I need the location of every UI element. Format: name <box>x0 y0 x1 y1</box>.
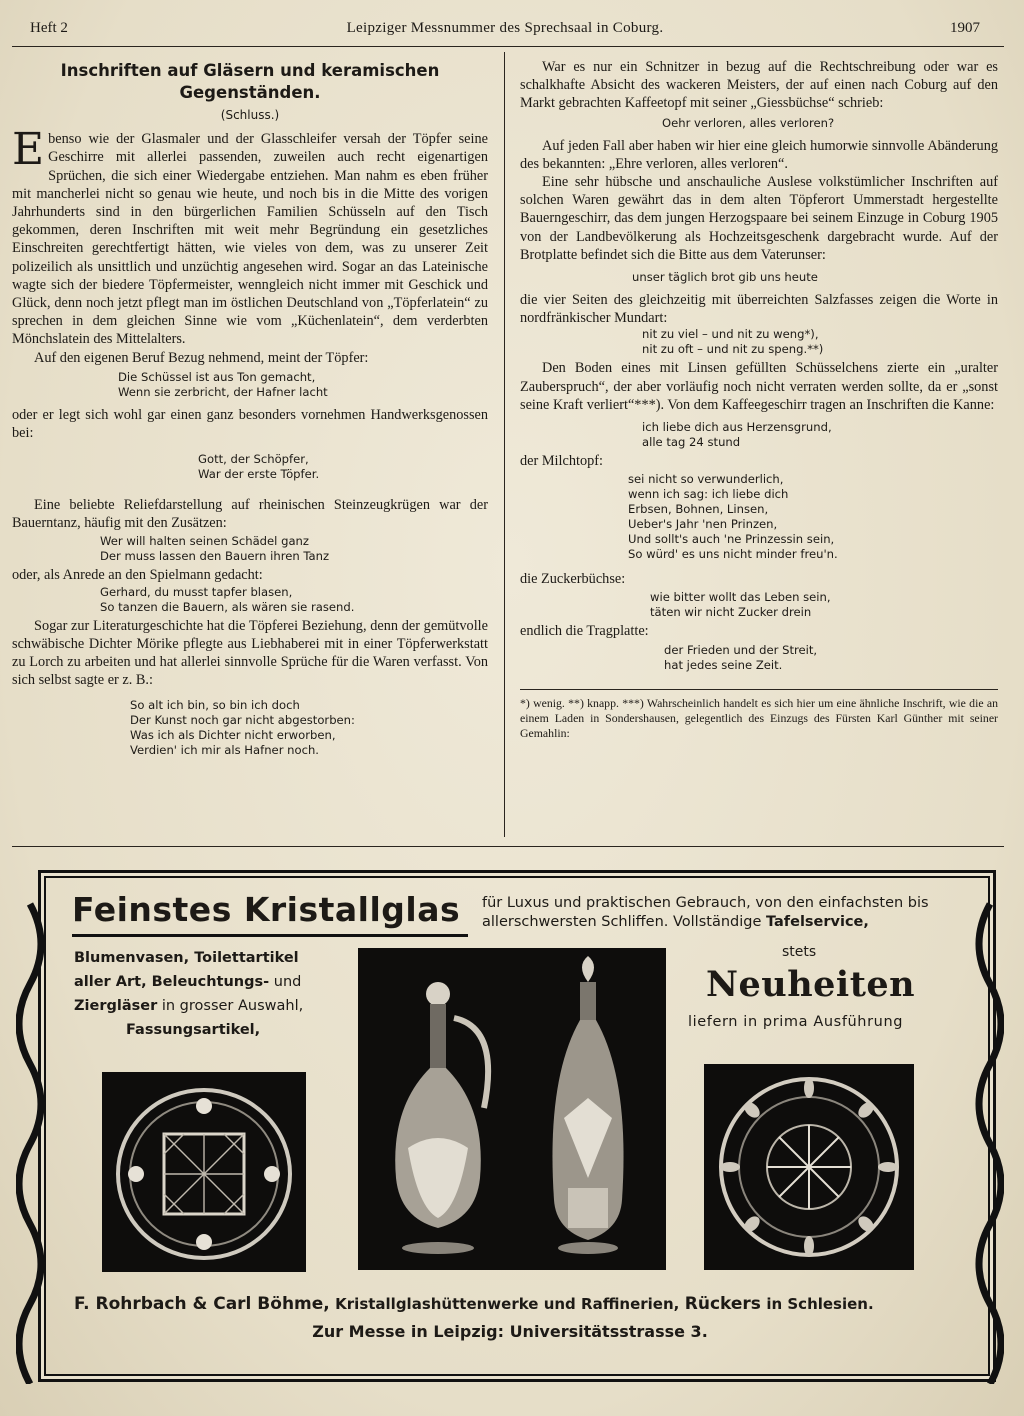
product-line: Blumenvasen, Toilettartikel <box>74 950 299 966</box>
drop-cap: E <box>12 124 45 176</box>
verse-line: nit zu oft – und nit zu speng.**) <box>642 342 824 357</box>
ad-top-right-text <box>482 894 952 932</box>
verse <box>642 420 998 450</box>
verse <box>118 370 488 400</box>
verse <box>100 585 488 615</box>
verse-line: ich liebe dich aus Herzensgrund, <box>642 420 832 435</box>
ad-product-list <box>74 946 362 1042</box>
paragraph: oder er legt sich wohl gar einen ganz besonders vornehmen Handwerksgenossen bei: <box>12 406 488 442</box>
verse-line: hat jedes seine Zeit. <box>664 657 783 672</box>
title-line-2: Gegenständen. <box>179 83 321 102</box>
publication-title: Leipziger Messnummer des Sprechsaal in Coburg. <box>346 20 664 36</box>
paragraph: Sogar zur Literaturgeschichte hat die Töpferei Beziehung, denn der gemütvolle schwäbische Dichter Mörike pflegte aus Liebhaberei mit in einer Töpferwerkstatt zu Lorch zu arbeiten und hat allerlei sinnvolle Sprüche für die Waren verfasst. Von sich selbst sagte er z. B.: <box>12 617 488 689</box>
verse-line: wie bitter wollt das Leben sein, <box>650 590 831 605</box>
header-rule <box>12 46 1004 47</box>
title-line-1: Inschriften auf Gläsern und keramischen <box>60 61 440 80</box>
paragraph: die Zuckerbüchse: <box>520 571 626 588</box>
ad-neuheiten: Neuheiten <box>706 964 916 1005</box>
ad-text-bold: Tafelservice, <box>766 914 869 930</box>
decanters-photo <box>358 948 666 1270</box>
article-subtitle: (Schluss.) <box>220 108 280 122</box>
verse-line: Der Kunst noch gar nicht abgestorben: <box>130 712 355 727</box>
paragraph: Auf jeden Fall aber haben wir hier eine gleich humorwie sinnvolle Abänderung des bekannten: „Ehre verloren, alles verloren“. <box>520 137 998 172</box>
firm-name: F. Rohrbach & Carl Böhme, <box>74 1294 330 1314</box>
paragraph: Den Boden eines mit Linsen gefüllten Schüsselchens zierte ein „uralter Zauberspruch“, der aber vorläufig noch nicht verraten werden sollte, da er „sonst seine Kraft verliert“***). Von dem Kaffeegeschirr tragen an Inschriften die Kanne: <box>520 360 998 413</box>
right-column <box>520 58 998 741</box>
verse <box>642 327 998 357</box>
paragraph: Auf den eigenen Beruf Bezug nehmend, meint der Töpfer: <box>34 349 369 366</box>
verse-line: täten wir nicht Zucker drein <box>650 605 812 620</box>
verse <box>662 116 998 131</box>
ad-liefern: liefern in prima Ausführung <box>688 1014 904 1030</box>
firm-region: in Schlesien. <box>766 1295 874 1313</box>
paragraph-text: benso wie der Glasmaler und der Glasschleifer versah der Töpfer seine Geschirre mit allerlei passenden, zuweilen auch recht eigenartigen Sprüchen, die sich einer Wiedergabe entziehen. Man nahm es eben früher mit mancherlei nicht so genau wie heute, und noch bis in die Mitte des vorigen Jahrhunderts sind in den bürgerlichen Familien Schüsseln auf den Tisch gekommen, deren Inschriften mit weit mehr Begründung ein gesetzliches Einschreiten gerechtfertigt hätten, wie vieles von dem, was zu unserer Zeit polizeilich als unsittlich und unzüchtig angesehen wird. Sogar an das Lateinische wagte sich der biedere Töpfermeister, wenngleich nicht immer mit Geschick und Glück, denn noch jetzt pflegt man im östlichen Deutschland von „Töpferlatein“ zu sprechen in dem gleichen Sinne wie vom „Küchenlatein“, dem verderbten Mönchslatein des Mittelalters. <box>12 131 488 348</box>
product-line: aller Art, Beleuchtungs- <box>74 974 270 990</box>
verse-line: Die Schüssel ist aus Ton gemacht, <box>118 369 316 384</box>
cut-glass-bowl-icon <box>102 1072 306 1272</box>
verse-line: Ueber's Jahr 'nen Prinzen, <box>628 517 778 532</box>
verse-line: wenn ich sag: ich liebe dich <box>628 487 789 502</box>
paragraph: der Milchtopf: <box>520 453 603 470</box>
page-header <box>30 20 980 46</box>
issue-number: Heft 2 <box>30 20 68 36</box>
paragraph: oder, als Anrede an den Spielmann gedacht: <box>12 566 263 583</box>
verse-line: War der erste Töpfer. <box>198 467 320 482</box>
headline-underline <box>72 934 468 937</box>
verse-line: Erbsen, Bohnen, Linsen, <box>628 502 769 517</box>
verse-line: Gerhard, du musst tapfer blasen, <box>100 584 293 599</box>
left-column <box>12 58 488 764</box>
paragraph: War es nur ein Schnitzer in bezug auf die Rechtschreibung oder war es schalkhafte Absicht des wackeren Meisters, der auf einen nach Coburg auf den Markt gebrachten Kaffeetopf mit seiner „Giessbüchse“ schrieb: <box>520 59 998 112</box>
verse-line: Oehr verloren, alles verloren? <box>662 115 835 130</box>
verse-line: So würd' es uns nicht minder freu'n. <box>628 547 838 562</box>
plate-photo <box>704 1064 914 1270</box>
paragraph: Eine sehr hübsche und anschauliche Auslese volkstümlicher Inschriften auf solchen Waren gewährt das in dem alten Töpferort Ummerstadt hergestellte Bauerngeschirr, das dem jungen Herzogspaare bei seinem Einzuge in Coburg 1905 von der Landbevölkerung als Hochzeitsgeschenk dargebracht wurde. Auf der Brotplatte befindet sich die Bitte aus dem Vaterunser: <box>520 174 998 263</box>
verse-line: sei nicht so verwunderlich, <box>628 472 784 487</box>
verse-line: Was ich als Dichter nicht erworben, <box>130 727 336 742</box>
verse <box>650 590 998 620</box>
product-line: Ziergläser <box>74 998 158 1014</box>
decanter-jug-icon <box>358 948 512 1270</box>
verse <box>664 643 998 673</box>
ad-stets: stets <box>782 944 817 960</box>
verse-line: Wenn sie zerbricht, der Hafner lacht <box>118 384 328 399</box>
ad-firm-line <box>74 1294 974 1314</box>
product-line: und <box>273 974 302 990</box>
bowl-photo <box>102 1072 306 1272</box>
verse-line: Und sollt's auch 'ne Prinzessin sein, <box>628 532 835 547</box>
verse-line: Gott, der Schöpfer, <box>198 452 309 467</box>
verse-line: der Frieden und der Streit, <box>664 642 818 657</box>
product-line: in grosser Auswahl, <box>161 998 304 1014</box>
footnote: *) wenig. **) knapp. ***) Wahrscheinlich handelt es sich hier um eine ähnliche Inschrift, wie die an einem Laden in Sondershausen, gelegentlich des Einzugs des Fürsten Karl Günther mit seiner Gemahlin: <box>520 689 998 741</box>
decanter-bottle-icon <box>512 948 666 1270</box>
article-title <box>12 60 488 104</box>
column-divider <box>504 52 505 837</box>
advertisement <box>16 864 1004 1384</box>
ad-headline: Feinstes Kristallglas <box>72 890 461 929</box>
verse <box>198 452 488 482</box>
verse-line: So alt ich bin, so bin ich doch <box>130 697 300 712</box>
verse <box>130 698 488 758</box>
product-line: Fassungsartikel, <box>126 1022 261 1038</box>
cut-glass-plate-icon <box>704 1064 914 1270</box>
paragraph <box>12 124 488 348</box>
verse-line: alle tag 24 stund <box>642 435 741 450</box>
firm-description: Kristallglashüttenwerke und Raffinerien, <box>335 1295 680 1313</box>
verse-line: unser täglich brot gib uns heute <box>632 270 818 285</box>
verse-line: nit zu viel – und nit zu weng*), <box>642 327 819 342</box>
verse-line: So tanzen die Bauern, als wären sie rasend. <box>100 599 355 614</box>
verse-line: Wer will halten seinen Schädel ganz <box>100 533 309 548</box>
paragraph: die vier Seiten des gleichzeitig mit überreichten Salzfasses zeigen die Worte in nordfränkischer Mundart: <box>520 292 998 327</box>
verse-line: Der muss lassen den Bauern ihren Tanz <box>100 548 330 563</box>
paragraph: endlich die Tragplatte: <box>520 623 649 640</box>
year: 1907 <box>950 20 980 36</box>
verse <box>628 472 998 562</box>
section-rule <box>12 846 1004 847</box>
verse-line: Verdien' ich mir als Hafner noch. <box>130 742 319 757</box>
paragraph: Eine beliebte Reliefdarstellung auf rheinischen Steinzeugkrügen war der Bauerntanz, häufig mit den Zusätzen: <box>12 497 488 532</box>
ad-messe-line: Zur Messe in Leipzig: Universitätsstrasse 3. <box>312 1322 708 1341</box>
verse <box>632 270 998 285</box>
firm-place: Rückers <box>684 1294 761 1314</box>
verse <box>100 534 488 564</box>
ad-text: für Luxus und praktischen Gebrauch, von den einfachsten bis allerschwersten Schliffen. Vollständige <box>482 895 929 930</box>
